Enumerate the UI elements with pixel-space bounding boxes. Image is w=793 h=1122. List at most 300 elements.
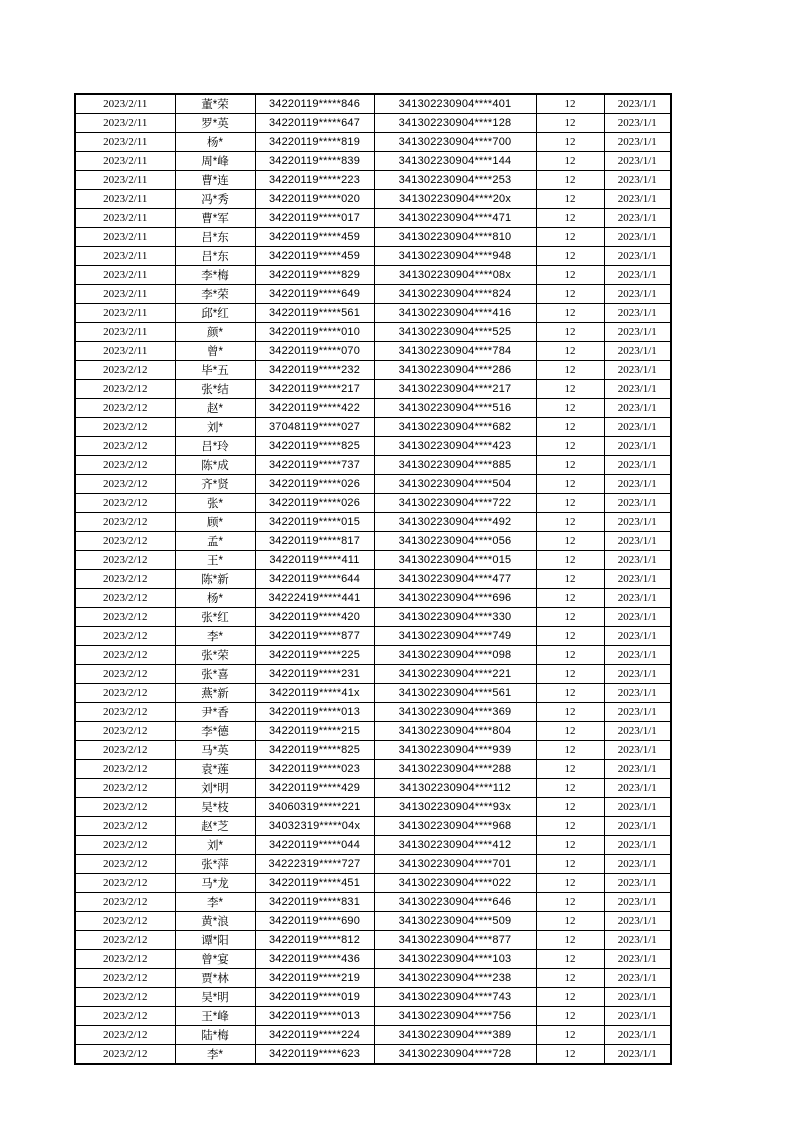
cell-masked-name: 张*喜	[175, 665, 255, 684]
cell-report-date: 2023/2/12	[75, 551, 175, 570]
cell-masked-name: 顾*	[175, 513, 255, 532]
cell-start-date: 2023/1/1	[604, 532, 671, 551]
cell-masked-record-number: 341302230904****968	[374, 817, 536, 836]
cell-masked-name: 杨*	[175, 589, 255, 608]
cell-masked-name: 李*	[175, 893, 255, 912]
cell-start-date: 2023/1/1	[604, 1045, 671, 1065]
cell-start-date: 2023/1/1	[604, 285, 671, 304]
cell-start-date: 2023/1/1	[604, 551, 671, 570]
cell-report-date: 2023/2/11	[75, 285, 175, 304]
cell-masked-record-number: 341302230904****504	[374, 475, 536, 494]
cell-masked-id-number: 34220119*****690	[255, 912, 374, 931]
cell-masked-id-number: 34220119*****420	[255, 608, 374, 627]
cell-masked-name: 吕*东	[175, 228, 255, 247]
cell-report-date: 2023/2/12	[75, 912, 175, 931]
cell-masked-record-number: 341302230904****756	[374, 1007, 536, 1026]
cell-masked-id-number: 34220119*****224	[255, 1026, 374, 1045]
cell-months-value: 12	[536, 1026, 604, 1045]
cell-report-date: 2023/2/11	[75, 323, 175, 342]
cell-start-date: 2023/1/1	[604, 874, 671, 893]
cell-report-date: 2023/2/11	[75, 247, 175, 266]
table-row	[75, 513, 671, 532]
cell-masked-name: 赵*芝	[175, 817, 255, 836]
cell-report-date: 2023/2/12	[75, 646, 175, 665]
cell-months-value: 12	[536, 988, 604, 1007]
cell-masked-record-number: 341302230904****810	[374, 228, 536, 247]
table-row	[75, 418, 671, 437]
cell-masked-record-number: 341302230904****423	[374, 437, 536, 456]
cell-masked-name: 王*峰	[175, 1007, 255, 1026]
cell-masked-record-number: 341302230904****701	[374, 855, 536, 874]
cell-months-value: 12	[536, 475, 604, 494]
cell-masked-record-number: 341302230904****015	[374, 551, 536, 570]
cell-masked-record-number: 341302230904****056	[374, 532, 536, 551]
cell-masked-id-number: 34220119*****017	[255, 209, 374, 228]
cell-masked-record-number: 341302230904****412	[374, 836, 536, 855]
cell-report-date: 2023/2/11	[75, 152, 175, 171]
cell-masked-record-number: 341302230904****728	[374, 1045, 536, 1065]
cell-masked-name: 董*荣	[175, 94, 255, 114]
cell-report-date: 2023/2/12	[75, 380, 175, 399]
cell-start-date: 2023/1/1	[604, 931, 671, 950]
cell-masked-record-number: 341302230904****401	[374, 94, 536, 114]
records-table	[74, 93, 672, 1065]
cell-masked-name: 燕*新	[175, 684, 255, 703]
cell-masked-id-number: 34220119*****819	[255, 133, 374, 152]
cell-masked-id-number: 34220119*****41x	[255, 684, 374, 703]
cell-report-date: 2023/2/11	[75, 133, 175, 152]
table-row	[75, 760, 671, 779]
cell-months-value: 12	[536, 950, 604, 969]
cell-months-value: 12	[536, 228, 604, 247]
cell-start-date: 2023/1/1	[604, 494, 671, 513]
cell-start-date: 2023/1/1	[604, 456, 671, 475]
table-row	[75, 190, 671, 209]
cell-masked-name: 曾*	[175, 342, 255, 361]
cell-masked-name: 张*红	[175, 608, 255, 627]
table-row	[75, 437, 671, 456]
cell-masked-id-number: 34220119*****015	[255, 513, 374, 532]
cell-masked-record-number: 341302230904****477	[374, 570, 536, 589]
cell-start-date: 2023/1/1	[604, 437, 671, 456]
cell-start-date: 2023/1/1	[604, 779, 671, 798]
cell-report-date: 2023/2/12	[75, 494, 175, 513]
cell-months-value: 12	[536, 342, 604, 361]
cell-masked-id-number: 34032319*****04x	[255, 817, 374, 836]
cell-masked-id-number: 34220119*****023	[255, 760, 374, 779]
table-row	[75, 874, 671, 893]
cell-report-date: 2023/2/11	[75, 209, 175, 228]
cell-masked-record-number: 341302230904****561	[374, 684, 536, 703]
cell-report-date: 2023/2/12	[75, 361, 175, 380]
cell-months-value: 12	[536, 190, 604, 209]
cell-months-value: 12	[536, 380, 604, 399]
cell-start-date: 2023/1/1	[604, 399, 671, 418]
cell-masked-name: 吴*枝	[175, 798, 255, 817]
cell-masked-id-number: 34220119*****225	[255, 646, 374, 665]
cell-report-date: 2023/2/12	[75, 570, 175, 589]
cell-report-date: 2023/2/12	[75, 1045, 175, 1065]
cell-masked-name: 杨*	[175, 133, 255, 152]
cell-masked-name: 吕*玲	[175, 437, 255, 456]
cell-report-date: 2023/2/12	[75, 741, 175, 760]
table-row	[75, 722, 671, 741]
cell-masked-id-number: 34220119*****459	[255, 247, 374, 266]
cell-masked-name: 张*萍	[175, 855, 255, 874]
cell-start-date: 2023/1/1	[604, 94, 671, 114]
table-row	[75, 532, 671, 551]
cell-masked-id-number: 34060319*****221	[255, 798, 374, 817]
cell-masked-id-number: 34220119*****019	[255, 988, 374, 1007]
table-row	[75, 627, 671, 646]
cell-report-date: 2023/2/11	[75, 228, 175, 247]
table-row	[75, 570, 671, 589]
cell-start-date: 2023/1/1	[604, 342, 671, 361]
cell-start-date: 2023/1/1	[604, 703, 671, 722]
cell-masked-name: 邱*红	[175, 304, 255, 323]
cell-start-date: 2023/1/1	[604, 817, 671, 836]
table-row	[75, 988, 671, 1007]
cell-masked-name: 刘*明	[175, 779, 255, 798]
cell-months-value: 12	[536, 627, 604, 646]
cell-masked-name: 贾*林	[175, 969, 255, 988]
cell-masked-name: 陈*成	[175, 456, 255, 475]
cell-start-date: 2023/1/1	[604, 684, 671, 703]
cell-report-date: 2023/2/12	[75, 532, 175, 551]
cell-masked-id-number: 34220119*****215	[255, 722, 374, 741]
table-row	[75, 133, 671, 152]
table-row	[75, 912, 671, 931]
cell-masked-id-number: 34220119*****649	[255, 285, 374, 304]
cell-start-date: 2023/1/1	[604, 836, 671, 855]
cell-start-date: 2023/1/1	[604, 950, 671, 969]
cell-masked-record-number: 341302230904****696	[374, 589, 536, 608]
cell-masked-record-number: 341302230904****217	[374, 380, 536, 399]
cell-start-date: 2023/1/1	[604, 722, 671, 741]
cell-masked-id-number: 34220119*****877	[255, 627, 374, 646]
table-row	[75, 969, 671, 988]
cell-masked-id-number: 34220119*****223	[255, 171, 374, 190]
cell-start-date: 2023/1/1	[604, 665, 671, 684]
cell-masked-name: 赵*	[175, 399, 255, 418]
cell-report-date: 2023/2/12	[75, 950, 175, 969]
cell-masked-name: 李*德	[175, 722, 255, 741]
cell-months-value: 12	[536, 513, 604, 532]
cell-report-date: 2023/2/11	[75, 266, 175, 285]
cell-masked-id-number: 34222319*****727	[255, 855, 374, 874]
cell-start-date: 2023/1/1	[604, 152, 671, 171]
cell-masked-name: 马*英	[175, 741, 255, 760]
table-row	[75, 646, 671, 665]
cell-months-value: 12	[536, 494, 604, 513]
cell-start-date: 2023/1/1	[604, 570, 671, 589]
cell-start-date: 2023/1/1	[604, 418, 671, 437]
cell-start-date: 2023/1/1	[604, 190, 671, 209]
cell-report-date: 2023/2/12	[75, 722, 175, 741]
cell-months-value: 12	[536, 608, 604, 627]
cell-masked-id-number: 34220119*****812	[255, 931, 374, 950]
cell-start-date: 2023/1/1	[604, 114, 671, 133]
table-row	[75, 893, 671, 912]
cell-masked-id-number: 34220119*****013	[255, 703, 374, 722]
cell-masked-name: 孟*	[175, 532, 255, 551]
cell-masked-name: 毕*五	[175, 361, 255, 380]
cell-months-value: 12	[536, 665, 604, 684]
cell-masked-name: 陈*新	[175, 570, 255, 589]
cell-masked-name: 李*	[175, 1045, 255, 1065]
cell-report-date: 2023/2/12	[75, 836, 175, 855]
cell-start-date: 2023/1/1	[604, 608, 671, 627]
cell-start-date: 2023/1/1	[604, 171, 671, 190]
records-table-body	[75, 94, 671, 1064]
cell-masked-id-number: 34220119*****817	[255, 532, 374, 551]
cell-masked-record-number: 341302230904****08x	[374, 266, 536, 285]
cell-report-date: 2023/2/12	[75, 589, 175, 608]
cell-start-date: 2023/1/1	[604, 247, 671, 266]
cell-masked-record-number: 341302230904****682	[374, 418, 536, 437]
cell-masked-id-number: 34220119*****647	[255, 114, 374, 133]
cell-report-date: 2023/2/12	[75, 608, 175, 627]
cell-report-date: 2023/2/12	[75, 627, 175, 646]
table-row	[75, 589, 671, 608]
cell-masked-name: 周*峰	[175, 152, 255, 171]
cell-masked-record-number: 341302230904****646	[374, 893, 536, 912]
table-row	[75, 247, 671, 266]
cell-masked-record-number: 341302230904****885	[374, 456, 536, 475]
cell-start-date: 2023/1/1	[604, 741, 671, 760]
cell-masked-name: 齐*贤	[175, 475, 255, 494]
table-row	[75, 361, 671, 380]
table-row	[75, 399, 671, 418]
cell-report-date: 2023/2/12	[75, 456, 175, 475]
cell-report-date: 2023/2/11	[75, 94, 175, 114]
cell-masked-record-number: 341302230904****098	[374, 646, 536, 665]
cell-masked-name: 颜*	[175, 323, 255, 342]
cell-masked-id-number: 34220119*****451	[255, 874, 374, 893]
cell-start-date: 2023/1/1	[604, 760, 671, 779]
cell-masked-record-number: 341302230904****103	[374, 950, 536, 969]
cell-report-date: 2023/2/12	[75, 399, 175, 418]
cell-start-date: 2023/1/1	[604, 361, 671, 380]
cell-masked-name: 吴*明	[175, 988, 255, 1007]
cell-masked-name: 袁*莲	[175, 760, 255, 779]
table-row	[75, 779, 671, 798]
cell-masked-id-number: 34220119*****026	[255, 475, 374, 494]
cell-masked-record-number: 341302230904****939	[374, 741, 536, 760]
cell-report-date: 2023/2/12	[75, 1026, 175, 1045]
table-row	[75, 741, 671, 760]
cell-months-value: 12	[536, 703, 604, 722]
cell-months-value: 12	[536, 646, 604, 665]
cell-months-value: 12	[536, 855, 604, 874]
cell-months-value: 12	[536, 152, 604, 171]
table-row	[75, 684, 671, 703]
table-row	[75, 171, 671, 190]
table-row	[75, 817, 671, 836]
table-row	[75, 228, 671, 247]
cell-masked-record-number: 341302230904****128	[374, 114, 536, 133]
cell-start-date: 2023/1/1	[604, 228, 671, 247]
cell-start-date: 2023/1/1	[604, 513, 671, 532]
cell-months-value: 12	[536, 684, 604, 703]
cell-start-date: 2023/1/1	[604, 988, 671, 1007]
table-row	[75, 285, 671, 304]
cell-masked-id-number: 34220119*****831	[255, 893, 374, 912]
cell-masked-name: 张*结	[175, 380, 255, 399]
cell-masked-record-number: 341302230904****700	[374, 133, 536, 152]
table-row	[75, 551, 671, 570]
cell-months-value: 12	[536, 1045, 604, 1065]
table-row	[75, 456, 671, 475]
cell-masked-id-number: 34220119*****644	[255, 570, 374, 589]
cell-report-date: 2023/2/12	[75, 665, 175, 684]
cell-start-date: 2023/1/1	[604, 266, 671, 285]
table-row	[75, 608, 671, 627]
cell-masked-id-number: 34220119*****411	[255, 551, 374, 570]
cell-start-date: 2023/1/1	[604, 627, 671, 646]
cell-report-date: 2023/2/12	[75, 988, 175, 1007]
cell-months-value: 12	[536, 798, 604, 817]
cell-masked-name: 陆*梅	[175, 1026, 255, 1045]
cell-masked-record-number: 341302230904****471	[374, 209, 536, 228]
cell-masked-record-number: 341302230904****369	[374, 703, 536, 722]
cell-report-date: 2023/2/11	[75, 304, 175, 323]
cell-months-value: 12	[536, 817, 604, 836]
cell-masked-name: 吕*东	[175, 247, 255, 266]
cell-masked-name: 冯*秀	[175, 190, 255, 209]
cell-masked-name: 张*荣	[175, 646, 255, 665]
cell-months-value: 12	[536, 437, 604, 456]
cell-masked-record-number: 341302230904****144	[374, 152, 536, 171]
cell-masked-id-number: 34220119*****044	[255, 836, 374, 855]
cell-report-date: 2023/2/12	[75, 760, 175, 779]
cell-masked-id-number: 34220119*****825	[255, 437, 374, 456]
cell-report-date: 2023/2/12	[75, 931, 175, 950]
cell-report-date: 2023/2/12	[75, 817, 175, 836]
table-row	[75, 798, 671, 817]
cell-start-date: 2023/1/1	[604, 380, 671, 399]
cell-start-date: 2023/1/1	[604, 209, 671, 228]
cell-start-date: 2023/1/1	[604, 855, 671, 874]
cell-months-value: 12	[536, 323, 604, 342]
cell-masked-id-number: 34220119*****010	[255, 323, 374, 342]
cell-months-value: 12	[536, 247, 604, 266]
cell-masked-name: 曹*军	[175, 209, 255, 228]
cell-months-value: 12	[536, 969, 604, 988]
cell-report-date: 2023/2/11	[75, 190, 175, 209]
cell-masked-id-number: 34220119*****217	[255, 380, 374, 399]
cell-report-date: 2023/2/12	[75, 893, 175, 912]
cell-months-value: 12	[536, 418, 604, 437]
cell-start-date: 2023/1/1	[604, 912, 671, 931]
table-row	[75, 209, 671, 228]
cell-months-value: 12	[536, 532, 604, 551]
cell-masked-id-number: 34220119*****846	[255, 94, 374, 114]
cell-masked-id-number: 34222419*****441	[255, 589, 374, 608]
cell-months-value: 12	[536, 779, 604, 798]
cell-masked-record-number: 341302230904****112	[374, 779, 536, 798]
cell-masked-id-number: 34220119*****459	[255, 228, 374, 247]
cell-masked-name: 刘*	[175, 836, 255, 855]
cell-masked-record-number: 341302230904****516	[374, 399, 536, 418]
table-row	[75, 323, 671, 342]
cell-masked-record-number: 341302230904****784	[374, 342, 536, 361]
cell-masked-id-number: 34220119*****020	[255, 190, 374, 209]
table-row	[75, 380, 671, 399]
cell-masked-name: 李*荣	[175, 285, 255, 304]
cell-report-date: 2023/2/12	[75, 703, 175, 722]
table-row	[75, 114, 671, 133]
cell-months-value: 12	[536, 912, 604, 931]
cell-months-value: 12	[536, 551, 604, 570]
cell-masked-id-number: 34220119*****422	[255, 399, 374, 418]
table-row	[75, 855, 671, 874]
cell-report-date: 2023/2/12	[75, 855, 175, 874]
cell-report-date: 2023/2/12	[75, 513, 175, 532]
cell-months-value: 12	[536, 836, 604, 855]
cell-months-value: 12	[536, 1007, 604, 1026]
cell-masked-name: 李*	[175, 627, 255, 646]
cell-masked-id-number: 34220119*****436	[255, 950, 374, 969]
table-row	[75, 931, 671, 950]
cell-report-date: 2023/2/11	[75, 342, 175, 361]
cell-report-date: 2023/2/12	[75, 475, 175, 494]
cell-masked-record-number: 341302230904****824	[374, 285, 536, 304]
cell-masked-record-number: 341302230904****253	[374, 171, 536, 190]
cell-months-value: 12	[536, 94, 604, 114]
cell-report-date: 2023/2/11	[75, 171, 175, 190]
cell-months-value: 12	[536, 760, 604, 779]
cell-start-date: 2023/1/1	[604, 475, 671, 494]
cell-masked-record-number: 341302230904****743	[374, 988, 536, 1007]
cell-masked-id-number: 34220119*****737	[255, 456, 374, 475]
table-row	[75, 950, 671, 969]
table-row	[75, 836, 671, 855]
cell-start-date: 2023/1/1	[604, 1026, 671, 1045]
cell-report-date: 2023/2/12	[75, 798, 175, 817]
cell-masked-record-number: 341302230904****749	[374, 627, 536, 646]
cell-masked-id-number: 34220119*****026	[255, 494, 374, 513]
cell-masked-name: 刘*	[175, 418, 255, 437]
cell-months-value: 12	[536, 209, 604, 228]
cell-months-value: 12	[536, 171, 604, 190]
cell-masked-record-number: 341302230904****948	[374, 247, 536, 266]
cell-start-date: 2023/1/1	[604, 589, 671, 608]
cell-report-date: 2023/2/11	[75, 114, 175, 133]
cell-masked-record-number: 341302230904****492	[374, 513, 536, 532]
cell-report-date: 2023/2/12	[75, 779, 175, 798]
cell-masked-id-number: 34220119*****232	[255, 361, 374, 380]
cell-masked-id-number: 34220119*****219	[255, 969, 374, 988]
cell-report-date: 2023/2/12	[75, 874, 175, 893]
cell-masked-record-number: 341302230904****722	[374, 494, 536, 513]
cell-masked-record-number: 341302230904****877	[374, 931, 536, 950]
cell-months-value: 12	[536, 266, 604, 285]
cell-months-value: 12	[536, 589, 604, 608]
cell-masked-id-number: 34220119*****825	[255, 741, 374, 760]
cell-masked-record-number: 341302230904****330	[374, 608, 536, 627]
table-row	[75, 94, 671, 114]
cell-start-date: 2023/1/1	[604, 1007, 671, 1026]
cell-start-date: 2023/1/1	[604, 798, 671, 817]
cell-report-date: 2023/2/12	[75, 684, 175, 703]
table-row	[75, 266, 671, 285]
cell-masked-name: 黄*浪	[175, 912, 255, 931]
cell-report-date: 2023/2/12	[75, 969, 175, 988]
cell-masked-record-number: 341302230904****238	[374, 969, 536, 988]
table-row	[75, 1045, 671, 1065]
cell-months-value: 12	[536, 285, 604, 304]
